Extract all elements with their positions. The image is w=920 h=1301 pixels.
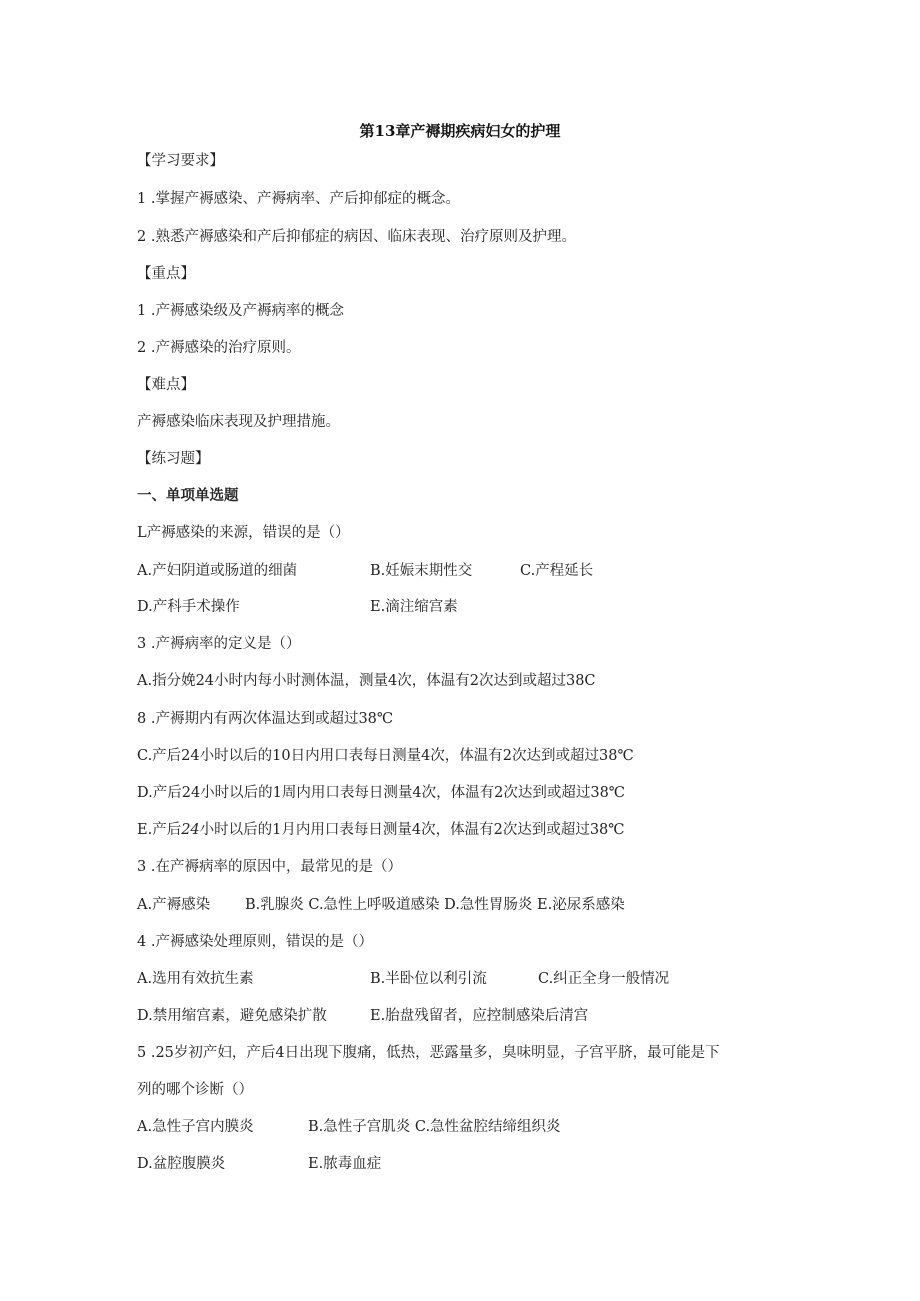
option-e-prefix: E.产后 — [137, 822, 182, 838]
question-1-options-row-1 — [137, 561, 797, 581]
question-3-options — [137, 895, 797, 915]
option-e: E.滴注缩宫素 — [370, 599, 458, 615]
question-5-stem-line-1: 5 .25岁初产妇，产后4日出现下腹痛，低热，恶露量多，臭味明显，子宫平脐，最可能是下 — [137, 1045, 720, 1061]
option-d: D.产科手术操作 — [137, 599, 240, 615]
key-point-1: 1 .产褥感染级及产褥病率的概念 — [137, 303, 344, 319]
option-e-suffix: 小时以后的1月内用口表每日测量4次，体温有2次达到或超过38℃ — [199, 822, 625, 838]
option-b: B.妊娠末期性交 — [370, 563, 473, 579]
options-b-c: B.急性子宫肌炎 C.急性盆腔结缔组织炎 — [308, 1119, 561, 1135]
question-5-stem-line-2: 列的哪个诊断（） — [137, 1082, 253, 1098]
question-1-options-row-2 — [137, 597, 797, 617]
question-2-option-a: A.指分娩24小时内每小时测体温，测量4次，体温有2次达到或超过38C — [137, 673, 596, 689]
key-point-2: 2 .产褥感染的治疗原则。 — [137, 340, 301, 356]
learning-requirement-2: 2 .熟悉产褥感染和产后抑郁症的病因、临床表现、治疗原则及护理。 — [137, 229, 576, 245]
question-1-stem: L产褥感染的来源，错误的是（） — [137, 525, 350, 541]
options-b-to-e: B.乳腺炎 C.急性上呼吸道感染 D.急性胃肠炎 E.泌尿系感染 — [245, 897, 625, 913]
question-4-stem: 4 .产褥感染处理原则，错误的是（） — [137, 934, 373, 950]
question-2-stem: 3 .产褥病率的定义是（） — [137, 636, 301, 652]
question-2-option-c: C.产后24小时以后的10日内用口表每日测量4次，体温有2次达到或超过38℃ — [137, 748, 634, 764]
option-d: D.禁用缩宫素，避免感染扩散 — [137, 1008, 327, 1024]
option-b: B.半卧位以利引流 — [370, 971, 487, 987]
learning-requirements-heading: 【学习要求】 — [137, 153, 224, 169]
learning-requirement-1: 1 .掌握产褥感染、产褥病率、产后抑郁症的概念。 — [137, 191, 460, 207]
question-5-options-row-2 — [137, 1154, 797, 1174]
part-one-heading: 一、单项单选题 — [137, 487, 239, 504]
question-4-options-row-2 — [137, 1006, 797, 1026]
question-2-option-e — [137, 820, 625, 840]
question-2-option-d: D.产后24小时以后的1周内用口表每日测量4次，体温有2次达到或超过38℃ — [137, 785, 626, 801]
option-e-number: 24 — [181, 822, 200, 838]
exercises-heading: 【练习题】 — [137, 451, 210, 467]
difficult-points-heading: 【难点】 — [137, 377, 195, 393]
question-2-option-b: 8 .产褥期内有两次体温达到或超过38℃ — [137, 711, 394, 727]
option-a: A.产妇阴道或肠道的细菌 — [137, 563, 298, 579]
difficult-points-text: 产褥感染临床表现及护理措施。 — [137, 414, 340, 430]
option-e: E.胎盘残留者，应控制感染后清宫 — [370, 1008, 589, 1024]
option-a: A.选用有效抗生素 — [137, 971, 254, 987]
question-3-stem: 3 .在产褥病率的原因中，最常见的是（） — [137, 859, 402, 875]
option-d: D.盆腔腹膜炎 — [137, 1156, 226, 1172]
page-title: 第13章产褥期疾病妇女的护理 — [359, 122, 561, 140]
option-c: C.纠正全身一般情况 — [538, 971, 670, 987]
option-c: C.产程延长 — [520, 563, 594, 579]
question-4-options-row-1 — [137, 969, 797, 989]
option-a: A.急性子宫内膜炎 — [137, 1119, 254, 1135]
key-points-heading: 【重点】 — [137, 266, 195, 282]
option-e: E.脓毒血症 — [308, 1156, 382, 1172]
question-5-options-row-1 — [137, 1117, 797, 1137]
option-a: A.产褥感染 — [137, 897, 211, 913]
